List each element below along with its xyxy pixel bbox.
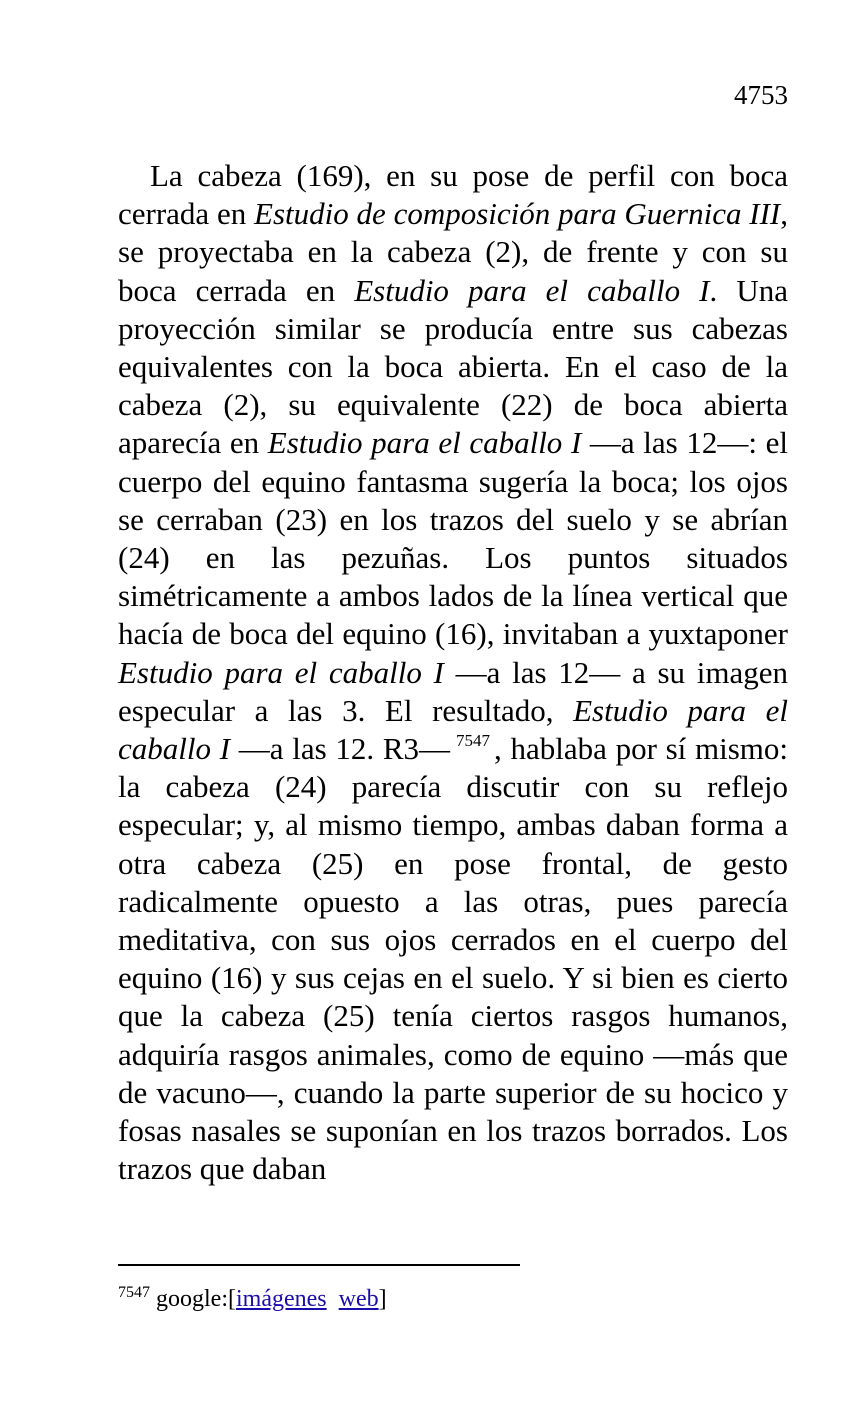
artwork-title: Estudio para el caballo I	[118, 692, 788, 767]
body-text	[118, 157, 788, 1188]
web-link[interactable]: web	[338, 1286, 379, 1312]
footnote-divider	[118, 1264, 520, 1266]
text-segment: La cabeza (169), en su pose de perfil con boca cerrada en	[118, 158, 788, 232]
text-segment: —a las 12—: el cuerpo del equino fantasma sugería la boca; los ojos se cerraban (23) en los trazos del suelo y se abrían (24) en las pezuñas. Los puntos situados simétricamente a ambos lados de la línea vertical que hacía de boca del equino (16), invitaban a yuxtaponer	[118, 425, 788, 652]
artwork-title: Estudio para el caballo I	[267, 425, 582, 461]
main-paragraph	[118, 157, 788, 1188]
artwork-title: Estudio de composición para Guernica III	[254, 196, 781, 232]
images-link[interactable]: imágenes	[235, 1286, 327, 1312]
footnote-prefix: google:[	[156, 1286, 236, 1312]
text-segment: —a las 12— a su imagen especular a las 3. El resultado,	[118, 654, 788, 728]
artwork-title: Estudio para el caballo I	[354, 272, 710, 308]
footnote-reference[interactable]: 7547	[456, 731, 491, 751]
footnote	[118, 1283, 788, 1315]
page-number: 4753	[734, 80, 788, 110]
footnote-suffix: ]	[378, 1286, 387, 1312]
text-segment: —a las 12. R3—	[230, 731, 451, 767]
text-segment: . Una proyección similar se producía entre sus cabezas equivalentes con la boca abierta. En el caso de la cabeza (2), su equivalente (22) de boca abierta aparecía en	[118, 272, 788, 461]
text-segment: , se proyectaba en la cabeza (2), de frente y con su boca cerrada en	[118, 196, 788, 308]
artwork-title: Estudio para el caballo I	[118, 654, 444, 690]
text-segment: , hablaba por sí mismo: la cabeza (24) parecía discutir con su reflejo especular; y, al mismo tiempo, ambas daban forma a otra cabeza (25) en pose frontal, de gesto radicalmente opuesto a las otras, pues parecía meditativa, con sus ojos cerrados en el cuerpo del equino (16) y sus cejas en el suelo. Y si bien es cierto que la cabeza (25) tenía ciertos rasgos humanos, adquiría rasgos animales, como de equino —más que de vacuno—, cuando la parte superior de su hocico y fosas nasales se suponían en los trazos borrados. Los trazos que daban	[118, 731, 789, 1187]
footnote-number: 7547	[118, 1284, 150, 1301]
